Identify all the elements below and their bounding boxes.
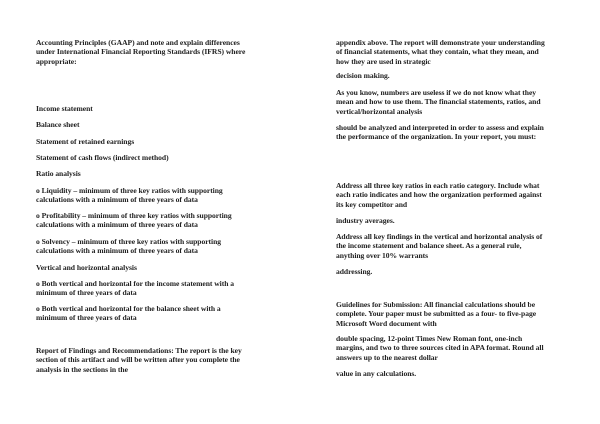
text-line: calculations with a minimum of three years of data	[36, 246, 198, 256]
text-line: calculations with a minimum of three years of data	[36, 195, 198, 205]
text-line: analysis in the sections in the	[36, 364, 128, 374]
text-line: of financial statements, what they contain, what they mean, and	[336, 47, 539, 57]
paragraph	[336, 71, 390, 80]
text-line: Vertical and horizontal analysis	[36, 263, 137, 272]
text-line: Microsoft Word document with	[336, 318, 437, 328]
text-line: o Both vertical and horizontal for the income statement with a	[36, 279, 234, 288]
paragraph	[36, 120, 79, 129]
paragraph	[336, 369, 416, 378]
text-line: vertical/horizontal analysis	[336, 106, 423, 116]
text-line: double spacing, 12-point Times New Roman font, one-inch	[336, 334, 523, 343]
text-line: appendix above. The report will demonstrate your understanding	[336, 38, 545, 47]
paragraph	[36, 137, 134, 146]
text-line: answers up to the nearest dollar	[336, 352, 438, 362]
text-line: Address all three key ratios in each ratio category. Include what	[336, 181, 540, 190]
paragraph	[36, 169, 81, 178]
paragraph	[36, 304, 221, 323]
paragraph	[36, 38, 245, 66]
text-line: o Both vertical and horizontal for the balance sheet with a	[36, 304, 221, 313]
text-line: complete. Your paper must be submitted as a four- to five-page	[336, 309, 537, 319]
paragraph	[336, 123, 544, 142]
text-line: Statement of retained earnings	[36, 137, 135, 146]
text-line: should be analyzed and interpreted in order to assess and explain	[336, 123, 544, 132]
text-line: the income statement and balance sheet. As a general rule,	[336, 241, 522, 251]
paragraph	[336, 334, 544, 362]
paragraph	[336, 232, 542, 260]
text-line: o Solvency – minimum of three key ratios with supporting	[36, 237, 222, 246]
text-line: each ratio indicates and how the organization performed against	[336, 190, 542, 200]
text-line: Income statement	[36, 104, 93, 113]
text-line: o Liquidity – minimum of three key ratios with supporting	[36, 186, 223, 195]
text-line: under International Financial Reporting Standards (IFRS) where	[36, 47, 246, 57]
text-line: Address all key findings in the vertical and horizontal analysis of	[336, 232, 543, 241]
text-line: how they are used in strategic	[336, 56, 431, 66]
paragraph	[336, 88, 541, 116]
paragraph	[336, 267, 372, 276]
text-line: anything over 10% warrants	[336, 250, 429, 260]
paragraph	[336, 300, 536, 328]
paragraph	[36, 104, 93, 113]
text-line: mean and how to use them. The financial statements, ratios, and	[336, 97, 541, 107]
paragraph	[36, 263, 137, 272]
text-line: section of this artifact and will be written after you complete the	[36, 355, 240, 365]
paragraph	[336, 181, 542, 209]
paragraph	[36, 153, 169, 162]
text-line: As you know, numbers are useless if we do not know what they	[336, 88, 537, 97]
text-line: Guidelines for Submission: All financial calculations should be	[336, 300, 536, 309]
text-line: its key competitor and	[336, 199, 408, 209]
text-line: decision making.	[336, 71, 390, 80]
text-line: Report of Findings and Recommendations: The report is the key	[36, 346, 242, 355]
text-line: margins, and two to three sources cited in APA format. Round all	[336, 343, 544, 353]
paragraph	[36, 346, 242, 374]
text-line: the performance of the organization. In your report, you must:	[336, 132, 537, 142]
text-line: industry averages.	[336, 216, 395, 225]
paragraph	[36, 186, 223, 205]
text-line: Accounting Principles (GAAP) and note and explain differences	[36, 38, 240, 47]
text-line: minimum of three years of data	[36, 313, 137, 323]
text-line: addressing.	[336, 267, 373, 276]
text-line: Ratio analysis	[36, 169, 81, 178]
paragraph	[336, 216, 395, 225]
text-line: Balance sheet	[36, 120, 80, 129]
text-line: value in any calculations.	[336, 369, 417, 378]
text-line: appropriate:	[36, 56, 77, 66]
text-line: Statement of cash flows (indirect method)	[36, 153, 169, 162]
text-line: o Profitability – minimum of three key ratios with supporting	[36, 211, 232, 220]
text-line: minimum of three years of data	[36, 288, 137, 298]
paragraph	[336, 38, 545, 66]
paragraph	[36, 237, 221, 256]
paragraph	[36, 211, 232, 230]
text-line: calculations with a minimum of three years of data	[36, 220, 198, 230]
paragraph	[36, 279, 234, 298]
